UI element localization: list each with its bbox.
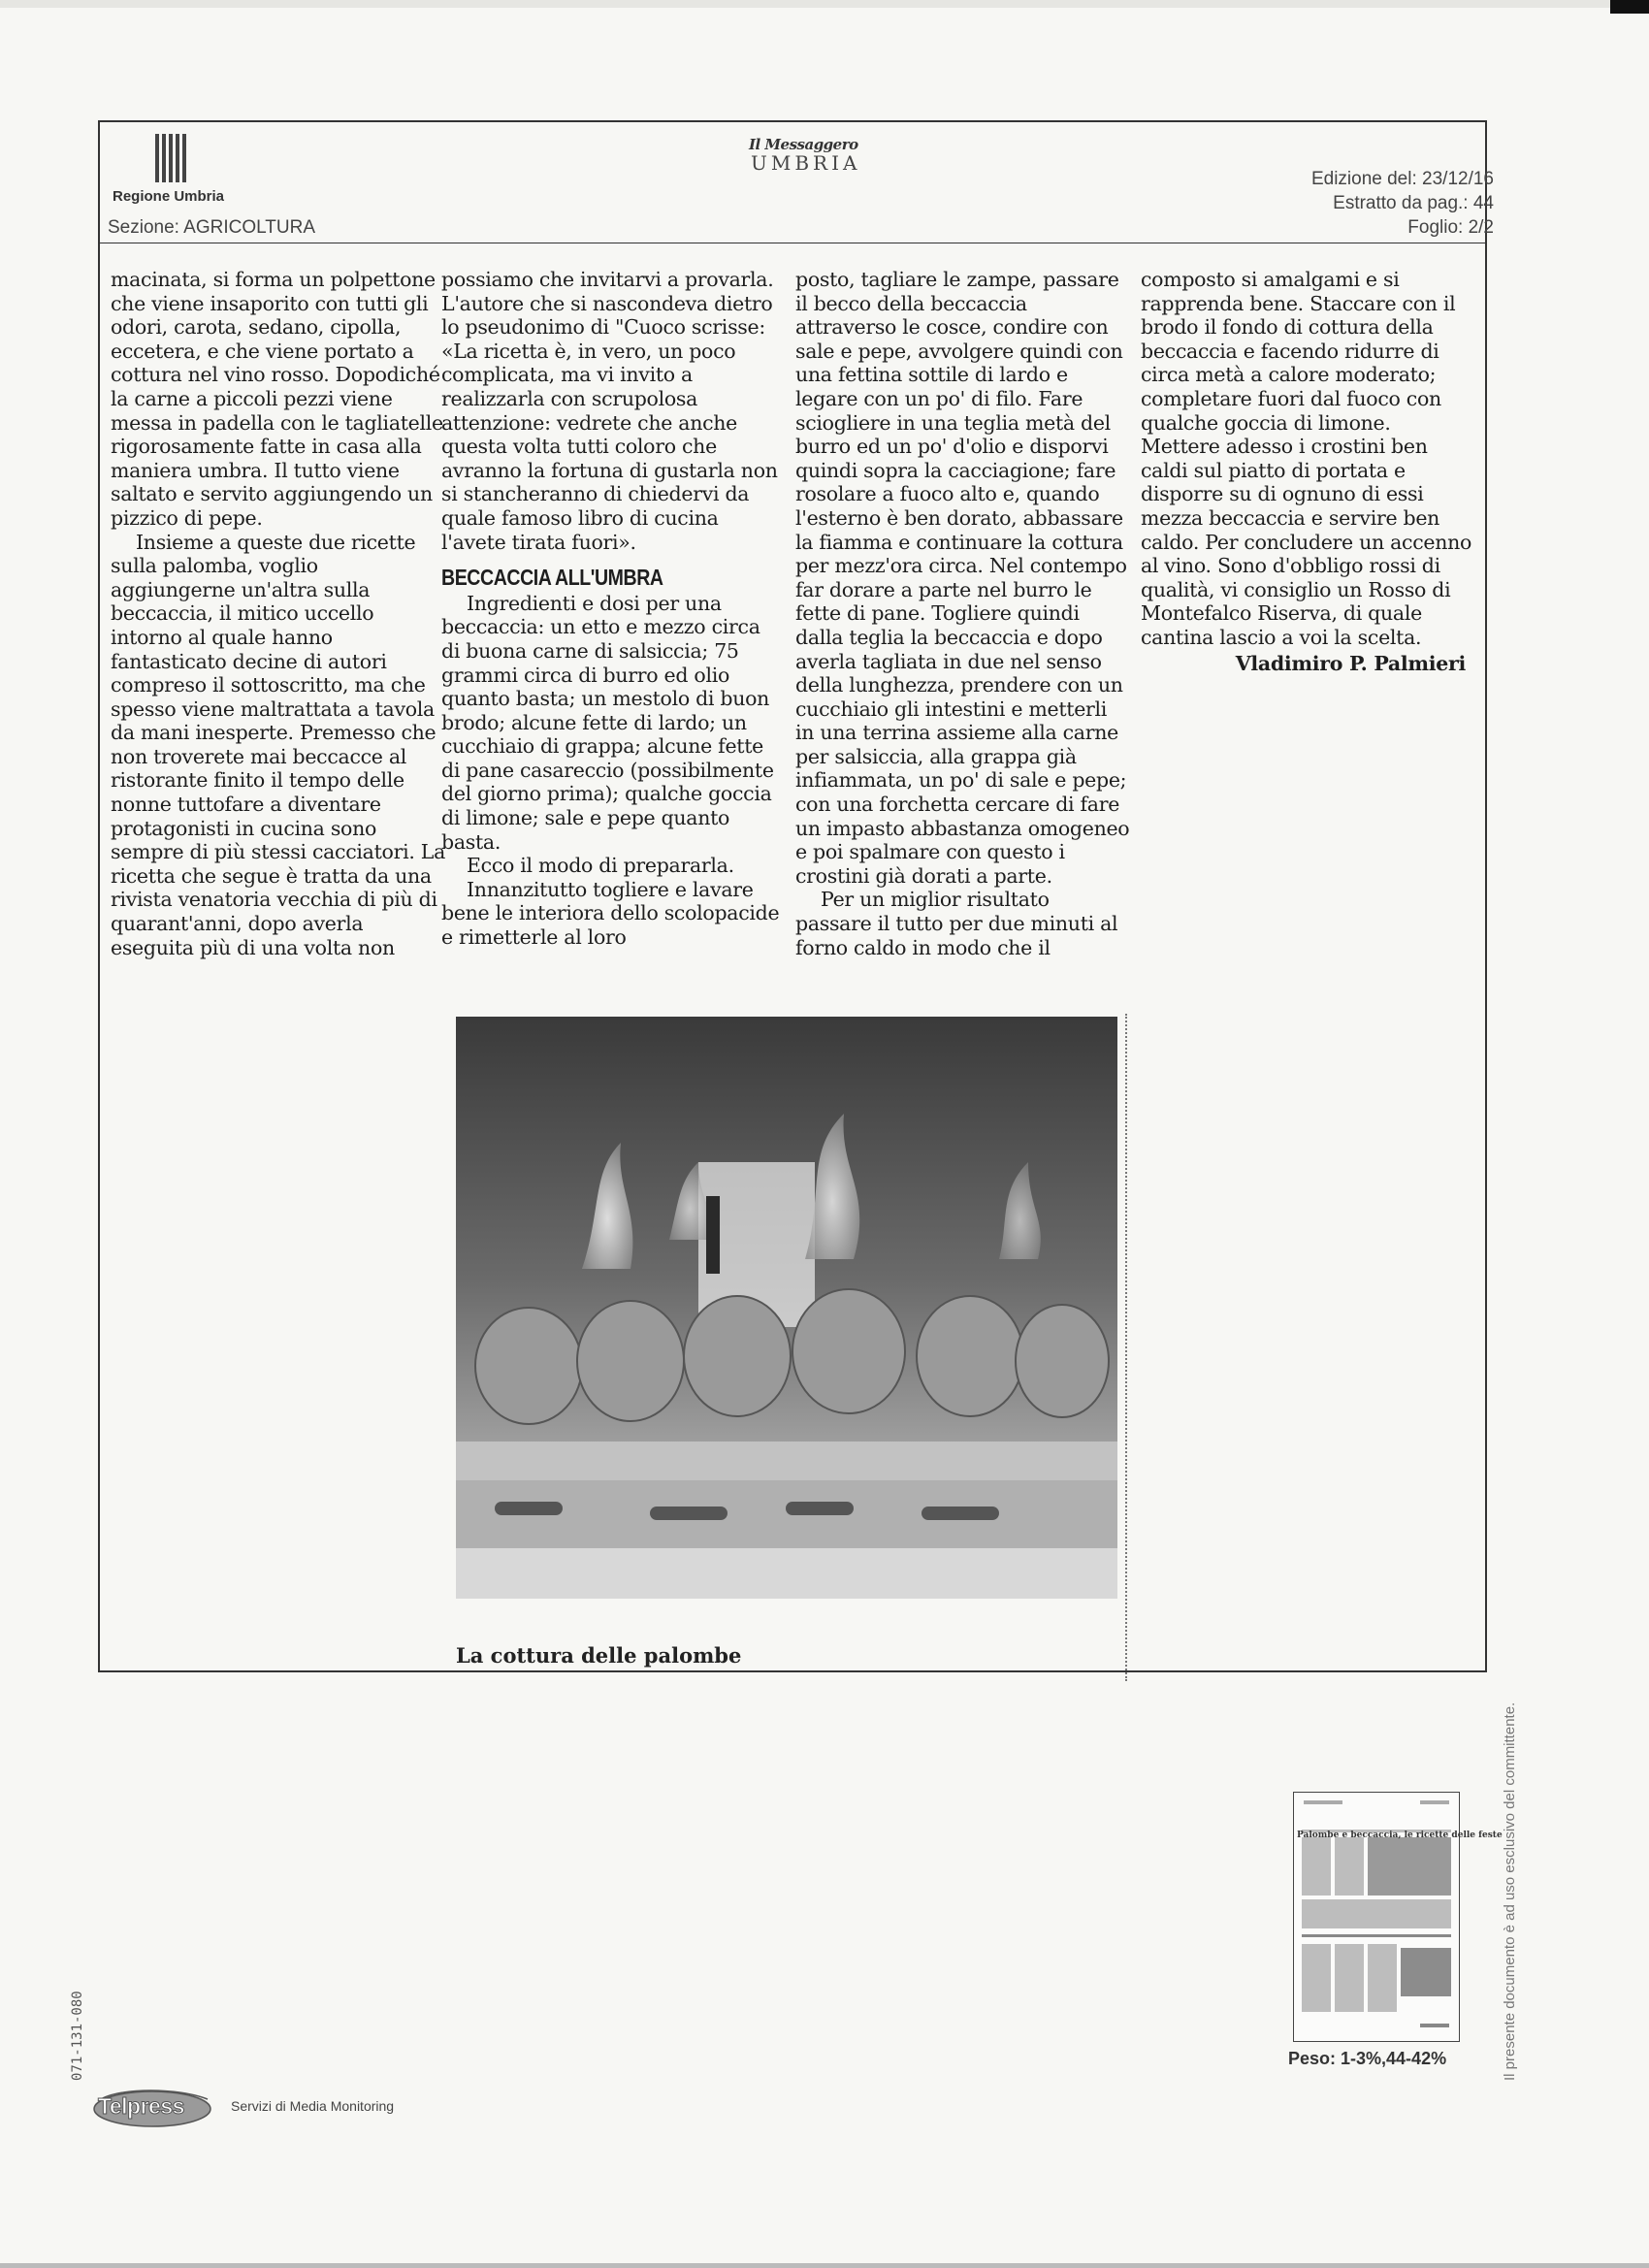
page-thumbnail xyxy=(1293,1792,1503,2042)
edition-date: Edizione del: 23/12/16 xyxy=(1310,169,1494,189)
top-edge-mark xyxy=(1610,0,1649,14)
photo-caption: La cottura delle palombe xyxy=(456,1643,742,1668)
region-name: Regione Umbria xyxy=(113,188,225,205)
bottom-edge xyxy=(0,2263,1649,2268)
article-weight: Peso: 1-3%,44-42% xyxy=(1288,2049,1447,2068)
roasting-birds-photo xyxy=(456,1017,1117,1599)
paragraph: Per un miglior risultato passare il tutto per due minuti al forno caldo in modo che il xyxy=(795,888,1118,959)
recipe-subheading: BECCACCIA ALL'UMBRA xyxy=(441,565,663,591)
paragraph: Ecco il modo di prepararla. xyxy=(467,854,734,878)
extract-page: Estratto da pag.: 44 xyxy=(1333,193,1494,213)
sheet-number: Foglio: 2/2 xyxy=(1407,217,1494,238)
document-code: 071-131-080 xyxy=(70,1991,85,2081)
article-column-2 xyxy=(441,268,781,950)
footer-service: Servizi di Media Monitoring xyxy=(231,2098,395,2114)
section-label: Sezione: AGRICOLTURA xyxy=(108,217,316,238)
paragraph: Innanzitutto togliere e lavare bene le interiora dello scolopacide e rimetterle al loro xyxy=(441,877,780,950)
paragraph: posto, tagliare le zampe, passare il becco della beccaccia attraverso le cosce, condire con sale e pepe, avvolgere quindi con una fettina sottile di lardo e legare con un po' di filo. Fare sciogliere in una teglia metà del burro ed un po' d'olio e disporvi quindi sopra la cacciagione; fare rosolare a fuoco alto e, quando l'esterno è ben dorato, abbassare la fiamma e continuare la cottura per mezz'ora circa. Nel contempo far dorare a parte nel burro le fette di pane. Togliere quindi dalla teglia la beccaccia e dopo averla tagliata in due nel senso della lunghezza, prendere con un cucchiaio gli intestini e metterli in una terrina assieme alla carne per salsiccia, alla grappa già infiammata, un po' di sale e pepe; con una forchetta cercare di fare un impasto abbastanza omogeneo e poi spalmare con questo i crostini già dorati a parte. xyxy=(795,268,1130,888)
telpress-logo-text: Telpress xyxy=(98,2093,184,2119)
thumbnail-headline: Palombe e beccaccia, le ricette delle feste xyxy=(1297,1831,1503,1840)
article-column-1 xyxy=(111,268,446,959)
usage-disclaimer: Il presente documento è ad uso esclusivo del committente. xyxy=(1502,1701,1518,2081)
region-logo-icon xyxy=(155,134,190,182)
paragraph: composto si amalgami e si rapprenda bene. Staccare con il brodo il fondo di cottura della beccaccia e facendo ridurre di circa metà a calore moderato; completare fuori dal fuoco con qualche goccia di limone. Mettere adesso i crostini ben caldi sul piatto di portata e disporre su di ognuno di essi mezza beccaccia e servire ben caldo. Per concludere un accenno al vino. Sono d'obbligo rossi di qualità, vi consiglio un Rosso di Montefalco Riserva, di quale cantina lascio a voi la scelta. xyxy=(1141,268,1472,649)
masthead-logo: Il Messaggero xyxy=(749,136,858,153)
author-byline: Vladimiro P. Palmieri xyxy=(1235,651,1466,675)
paragraph: possiamo che invitarvi a provarla. L'autore che si nascondeva dietro lo pseudonimo di "Cuoco scrisse: «La ricetta è, in vero, un poco complicata, ma vi invito a realizzarla con scrupolosa attenzione: vedrete che anche questa volta tutti coloro che avranno la fortuna di gustarla non si stancheranno di chiedervi da quale famoso libro di cucina l'avete tirata fuori». xyxy=(441,268,778,554)
article-column-3 xyxy=(795,268,1130,959)
top-edge xyxy=(0,0,1649,8)
paragraph: Insieme a queste due ricette sulla palomba, voglio aggiungerne un'altra sulla beccaccia, il mitico uccello intorno al quale hanno fantasticato decine di autori compreso il sottoscritto, ma che spesso viene maltrattata a tavola da mani inesperte. Premesso che non troverete mai beccacce al ristorante finito il tempo delle nonne tuttofare a diventare protagonisti in cucina sono sempre di più stessi cacciatori. La ricetta che segue è tratta da una rivista venatoria vecchia di più di quarant'anni, dopo averla eseguita più di una volta non xyxy=(111,530,446,959)
article-column-4 xyxy=(1141,268,1475,675)
masthead-edition: UMBRIA xyxy=(751,151,861,175)
paragraph: macinata, si forma un polpettone che viene insaporito con tutti gli odori, carota, sedano, cipolla, eccetera, e che viene portato a cottura nel vino rosso. Dopodiché la carne a piccoli pezzi viene messa in padella con le tagliatelle rigorosamente fatte in casa alla maniera umbra. Il tutto viene saltato e servito aggiungendo un pizzico di pepe. xyxy=(111,268,443,530)
dotted-separator xyxy=(1125,1014,1127,1681)
paragraph: Ingredienti e dosi per una beccaccia: un etto e mezzo circa di buona carne di salsiccia; 75 grammi circa di burro ed olio quanto basta; un mestolo di buon brodo; alcune fette di lardo; un cucchiaio di grappa; alcune fette di pane casareccio (possibilmente del giorno prima); qualche goccia di limone; sale e pepe quanto basta. xyxy=(441,591,774,854)
